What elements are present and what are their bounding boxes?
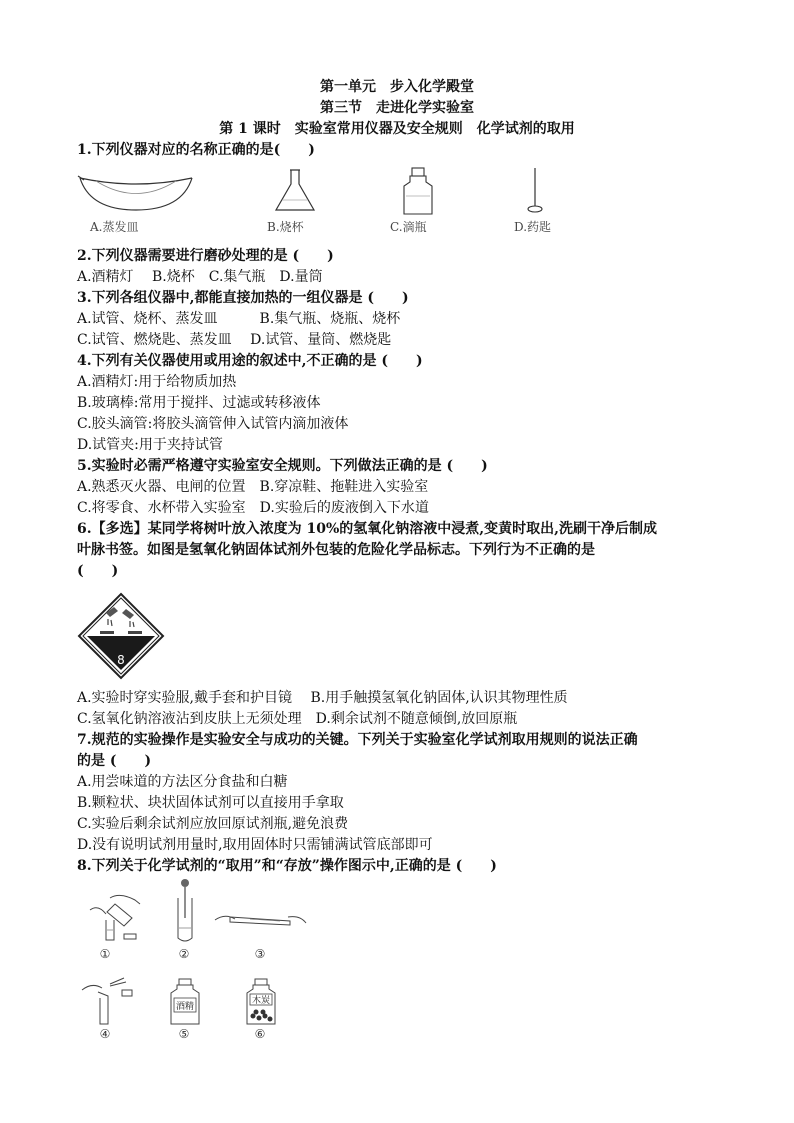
figure-number-6: ⑥ bbox=[254, 1027, 266, 1041]
q7-stem-line1: 7.规范的实验操作是实验安全与成功的关键。下列关于实验室化学试剂取用规则的说法正确 bbox=[77, 732, 638, 748]
q3-options-row1: A.试管、烧杯、蒸发皿 B.集气瓶、烧瓶、烧杯 bbox=[77, 311, 401, 327]
q7-stem-line2: 的是 ( ) bbox=[77, 753, 152, 769]
bottle-label-alcohol: 酒精 bbox=[175, 1002, 195, 1012]
q4-option-a: A.酒精灯:用于给物质加热 bbox=[77, 374, 237, 390]
q5-stem: 5.实验时必需严格遵守实验室安全规则。下列做法正确的是 ( ) bbox=[77, 458, 488, 474]
q1-stem: 1.下列仪器对应的名称正确的是( ) bbox=[77, 142, 315, 158]
q7-option-d: D.没有说明试剂用量时,取用固体时只需铺满试管底部即可 bbox=[77, 837, 433, 853]
section-title: 第三节 走进化学实验室 bbox=[320, 100, 474, 116]
q4-option-c: C.胶头滴管:将胶头滴管伸入试管内滴加液体 bbox=[77, 416, 349, 432]
q4-option-d: D.试管夹:用于夹持试管 bbox=[77, 437, 223, 453]
q4-stem: 4.下列有关仪器使用或用途的叙述中,不正确的是 ( ) bbox=[77, 353, 423, 369]
lesson-title: 第 1 课时 实验室常用仪器及安全规则 化学试剂的取用 bbox=[219, 121, 575, 137]
q6-options-row1: A.实验时穿实验服,戴手套和护目镜 B.用手触摸氢氧化钠固体,认识其物理性质 bbox=[77, 690, 568, 706]
figure-number-1: ① bbox=[99, 947, 111, 961]
figure-number-5: ⑤ bbox=[178, 1027, 190, 1041]
pouring-liquid-figure bbox=[80, 890, 150, 945]
flask-figure bbox=[270, 166, 320, 216]
q8-stem: 8.下列关于化学试剂的“取用”和“存放”操作图示中,正确的是 ( ) bbox=[77, 858, 497, 874]
q3-options-row2: C.试管、燃烧匙、蒸发皿 D.试管、量筒、燃烧匙 bbox=[77, 332, 392, 348]
q1-label-c: C.滴瓶 bbox=[390, 220, 427, 234]
q6-options-row2: C.氢氧化钠溶液沾到皮肤上无须处理 D.剩余试剂不随意倾倒,放回原瓶 bbox=[77, 711, 518, 727]
q5-options-row2: C.将零食、水杯带入实验室 D.实验后的废液倒入下水道 bbox=[77, 500, 429, 516]
q6-stem-line1: 6.【多选】某同学将树叶放入浓度为 10%的氢氧化钠溶液中浸煮,变黄时取出,洗刷干净后制成 bbox=[77, 521, 658, 537]
charcoal-bottle-figure bbox=[244, 978, 278, 1026]
q1-label-d: D.药匙 bbox=[514, 220, 552, 234]
figure-number-3: ③ bbox=[254, 947, 266, 961]
q4-option-b: B.玻璃棒:常用于搅拌、过滤或转移液体 bbox=[77, 395, 321, 411]
q1-label-b: B.烧杯 bbox=[267, 220, 304, 234]
bottle-label-charcoal: 木炭 bbox=[251, 996, 271, 1006]
corrosive-hazard-sign bbox=[78, 593, 164, 679]
dropper-bottle-figure bbox=[398, 166, 438, 218]
q6-stem-line2: 叶脉书签。如图是氢氧化钠固体试剂外包装的危险化学品标志。下列行为不正确的是 bbox=[77, 542, 595, 558]
tweezers-solid-figure bbox=[78, 972, 138, 1028]
q1-label-a: A.蒸发皿 bbox=[90, 220, 139, 234]
q2-stem: 2.下列仪器需要进行磨砂处理的是 ( ) bbox=[77, 248, 334, 264]
alcohol-bottle-figure bbox=[168, 978, 202, 1026]
q6-stem-line3: ( ) bbox=[77, 563, 119, 579]
q7-option-a: A.用尝味道的方法区分食盐和白糖 bbox=[77, 774, 288, 790]
q5-options-row1: A.熟悉灭火器、电闸的位置 B.穿凉鞋、拖鞋进入实验室 bbox=[77, 479, 429, 495]
powder-trough-figure bbox=[210, 905, 310, 935]
figure-number-4: ④ bbox=[99, 1027, 111, 1041]
evaporating-dish-figure bbox=[76, 168, 196, 218]
hazard-class-number: 8 bbox=[117, 653, 125, 667]
q7-option-c: C.实验后剩余试剂应放回原试剂瓶,避免浪费 bbox=[77, 816, 349, 832]
q3-stem: 3.下列各组仪器中,都能直接加热的一组仪器是 ( ) bbox=[77, 290, 409, 306]
unit-title: 第一单元 步入化学殿堂 bbox=[320, 79, 474, 95]
figure-number-2: ② bbox=[178, 947, 190, 961]
dropper-tube-figure bbox=[170, 878, 200, 944]
q7-option-b: B.颗粒状、块状固体试剂可以直接用手拿取 bbox=[77, 795, 344, 811]
spatula-figure bbox=[522, 166, 552, 216]
q2-options: A.酒精灯 B.烧杯 C.集气瓶 D.量筒 bbox=[77, 269, 323, 285]
